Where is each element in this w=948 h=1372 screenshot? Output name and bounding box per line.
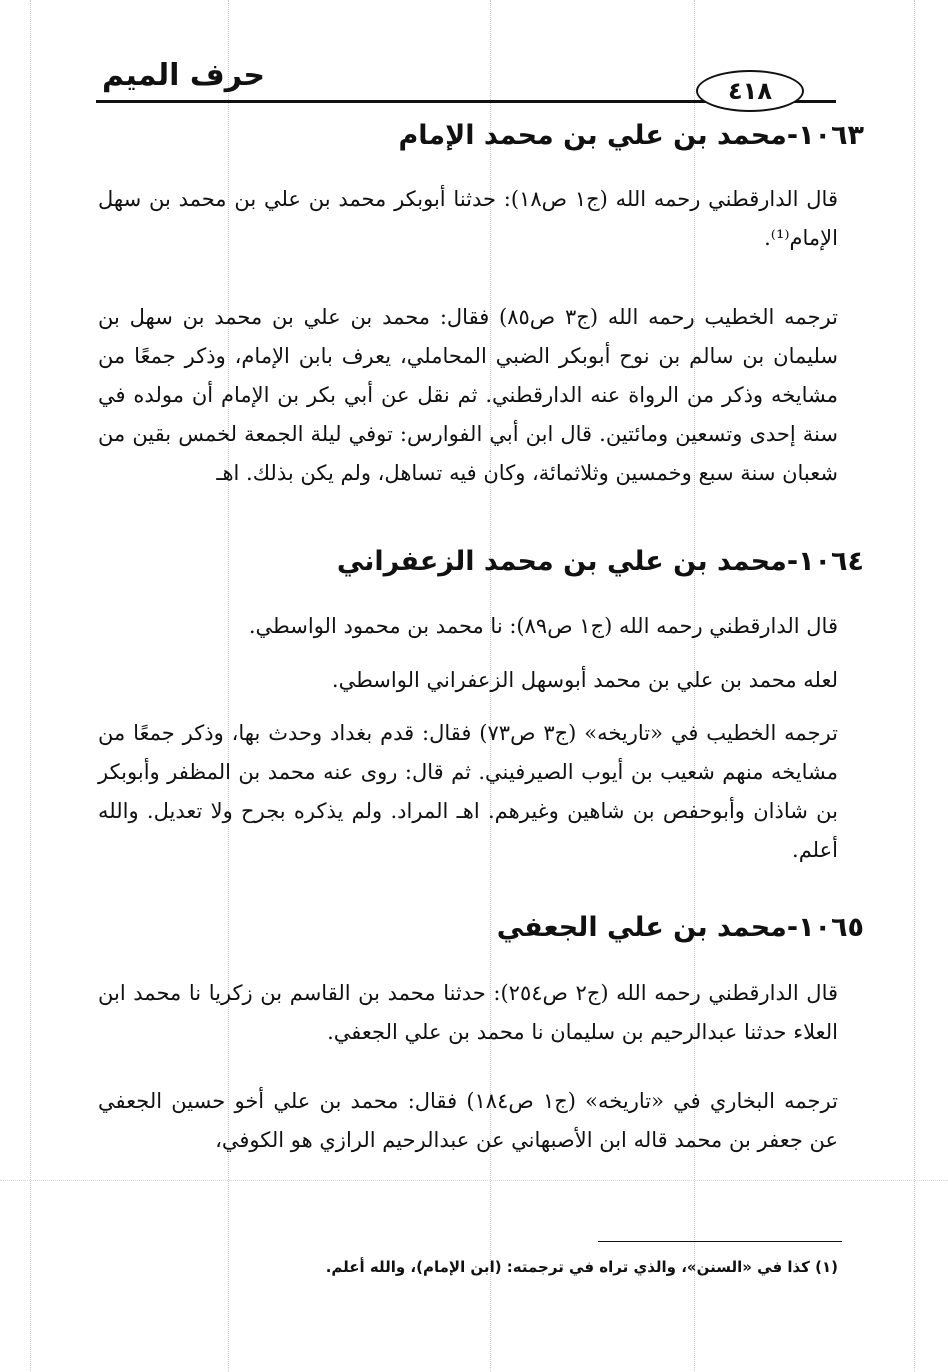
entry-heading-1064: ١٠٦٤-محمد بن علي بن محمد الزعفراني — [336, 546, 864, 577]
entry-paragraph: ترجمه الخطيب رحمه الله (ج٣ ص٨٥) فقال: محمد بن علي بن محمد بن سهل بن سليمان بن سالم بن نوح أبوبكر الضبي المحاملي، يعرف بابن الإمام، وذكر جمعًا من مشايخه وذكر من الرواة عنه الدارقطني. ثم نقل عن أبي بكر بن الإمام أن مولده في سنة إحدى وتسعين ومائتين. قال ابن أبي الفوارس: توفي ليلة الجمعة لخمس بقين من شعبان سنة سبع وخمسين وثلاثمائة، وكان فيه تساهل، ولم يكن بذلك. اهـ — [98, 305, 838, 485]
footnote-rule — [598, 1241, 842, 1242]
footnote: (١) كذا في «السنن»، والذي تراه في ترجمته: (ابن الإمام)، والله أعلم. — [325, 1258, 838, 1276]
entry-paragraph: قال الدارقطني رحمه الله (ج١ ص٨٩): نا محمد بن محمود الواسطي. — [248, 614, 838, 638]
entry-paragraph: ترجمه البخاري في «تاريخه» (ج١ ص١٨٤) فقال: محمد بن علي أخو حسين الجعفي عن جعفر بن محمد قاله ابن الأصبهاني عن عبدالرحيم الرازي هو الكوفي، — [98, 1089, 838, 1152]
entry-paragraph: قال الدارقطني رحمه الله (ج١ ص١٨): حدثنا أبوبكر محمد بن علي بن محمد بن سهل الإمام⁽¹⁾. — [98, 187, 838, 250]
page-header — [96, 58, 836, 108]
entry-heading-1065: ١٠٦٥-محمد بن علي الجعفي — [496, 912, 864, 943]
entry-paragraph: ترجمه الخطيب في «تاريخه» (ج٣ ص٧٣) فقال: قدم بغداد وحدث بها، وذكر جمعًا من مشايخه منهم شعيب بن أيوب الصيرفيني. ثم قال: روى عنه محمد بن المظفر وأبوبكر بن شاذان وأبوحفص بن شاهين وغيرهم. اهـ المراد. ولم يذكره بجرح ولا تعديل. والله أعلم. — [98, 721, 838, 862]
scan-guide-line — [0, 1180, 948, 1181]
scan-guide-line — [914, 0, 915, 1372]
chapter-title: حرف الميم — [102, 58, 266, 93]
entry-paragraph: لعله محمد بن علي بن محمد أبوسهل الزعفراني الواسطي. — [331, 668, 838, 692]
page-number: ٤١٨ — [696, 70, 804, 112]
entry-heading-1063: ١٠٦٣-محمد بن علي بن محمد الإمام — [398, 120, 864, 151]
entry-paragraph: قال الدارقطني رحمه الله (ج٢ ص٢٥٤): حدثنا محمد بن القاسم بن زكريا نا محمد ابن العلاء حدثنا عبدالرحيم بن سليمان نا محمد بن علي الجعفي. — [98, 981, 839, 1044]
scan-guide-line — [30, 0, 31, 1372]
